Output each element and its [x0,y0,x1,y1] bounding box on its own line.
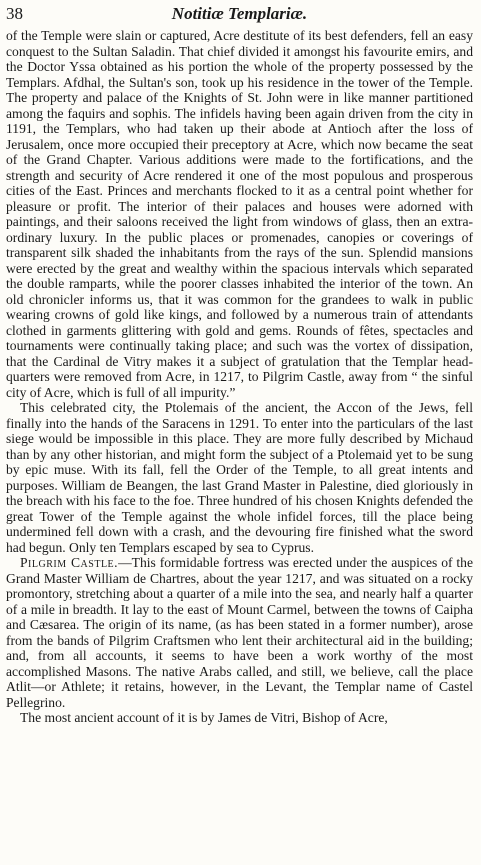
paragraph-fall-of-acre: This celebrated city, the Ptolemais of the ancient, the Accon of the Jews, fell finally into the hands of the Saracens in 1291. To enter into the particulars of the last siege would be impossible in this place. They are more fully described by Michaud than by any other historian, and might form the subject of a Ptolemaid yet to be sung by epic muse. With its fall, fell the Order of the Temple, to all great intents and purposes. William de Beangen, the last Grand Master in Palestine, died gloriously in the breach with his face to the foe. Three hundred of his chosen Knights defended the great Tower of the Temple against the whole infidel forces, till the place being undermined fell down with a crash, and the devouring fire finished what the sword had begun. Only ten Templars escaped by sea to Cyprus. [6,400,473,555]
running-title: Notitiæ Templariæ. [171,4,308,23]
paragraph-acre-history: of the Temple were slain or captured, Acre destitute of its best defenders, fell an easy conquest to the Sultan Saladin. That chief divided it amongst his favourite emirs, and the Doctor Yssa obtained as his portion the whole of the property possessed by the Templars. Afdhal, the Sultan's son, took up his residence in the tower of the Temple. The property and palace of the Knights of St. John were in like manner partitioned among the faquirs and sophis. The infidels having been again driven from the city in 1191, the Templars, who had taken up their abode at Antioch after the loss of Jerusalem, once more occupied their preceptory at Acre, which now became the seat of the Grand Chapter. Various additions were made to the fortifications, and the strength and security of Acre rendered it one of the most populous and prosperous cities of the East. Princes and merchants flocked to it as a central point whether for pleasure or profit. The interior of their palaces and houses were adorned with paintings, and their saloons received the light from windows of glass, then an extra-ordinary luxury. In the public places or promenades, canopies or coverings of transparent silk shaded the inhabitants from the rays of the sun. Splendid mansions were erected by the great and wealthy within the spacious intervals which separated the double ramparts, while the poorer classes inhabited the interior of the town. An old chronicler informs us, that it was common for the grandees to walk in public wearing crowns of gold like kings, and followed by a numerous train of attendants clothed in garments glittering with gold and gems. Rounds of fêtes, spectacles and tournaments were continually taking place; and such was the vortex of dissipation, that the Cardinal de Vitry makes it a subject of gratulation that the Templar head-quarters were removed from Acre, in 1217, to Pilgrim Castle, away from “ the sinful city of Acre, which is full of all impurity.” [6,28,473,400]
paragraph-final-line: The most ancient account of it is by James de Vitri, Bishop of Acre, [20,710,388,725]
paragraph-pilgrim-castle [6,555,473,710]
section-text: —This formidable fortress was erected under the auspices of the Grand Master William de Chartres, about the year 1217, and was situated on a rocky promontory, stretching about a quarter of a mile into the sea, and nearly half a quarter of a mile in breadth. It lay to the east of Mount Carmel, between the towns of Caipha and Cæsarea. The origin of its name, (as has been stated in a former number), arose from the bands of Pilgrim Craftsmen who lent their architectural aid in the building; and, from all accounts, it seems to have been a work worthy of the most accomplished Masons. The native Arabs called, and still, we believe, call the place Atlit—or Athlete; it retains, however, in the Levant, the Templar name of Castel Pellegrino. [6,555,473,710]
body-text [6,28,473,726]
page-header [6,2,473,28]
page-number: 38 [6,4,23,23]
section-heading: Pilgrim Castle. [20,555,119,570]
